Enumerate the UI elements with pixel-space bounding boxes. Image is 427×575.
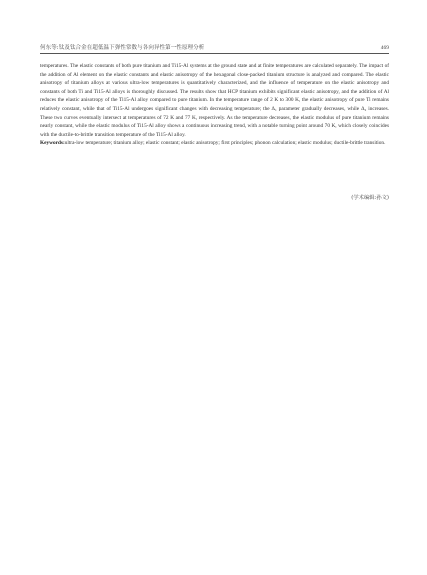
academic-editor-note: (学术编辑:孙文)	[351, 195, 389, 201]
keywords-label: Keywords:	[40, 140, 65, 147]
running-header-title: 何东等:钛及钛合金在超低温下弹性常数与各向异性第一性原理分析	[40, 45, 205, 51]
abstract-block	[40, 62, 389, 148]
keywords-text: ultra-low temperature; titanium alloy; elastic constant; elastic anisotropy; first principles; phonon calculation; elastic modulus; ductile-brittle transition.	[64, 140, 386, 147]
abstract-text: temperatures. The elastic constants of both pure titanium and Ti15-Al systems at the ground state and at finite temperatures are calculated separately. The impact of the addition of Al element on the elastic constants and elastic anisotropy of the hexagonal close-packed titanium structure is analyzed and compared. The elastic anisotropy of titanium alloys at various ultra-low temperatures is quantitatively characterized, and the influence of temperature on the elastic anisotropy and constants of both Ti and Ti15-Al alloys is thoroughly discussed. The results show that HCP titanium exhibits significant elastic anisotropy, and the addition of Al reduces the elastic anisotropy of the Ti15-Al alloy compared to pure titanium. In the temperature range of 2 K to 300 K, the elastic anisotropy of pure Ti remains relatively constant, while that of Ti15-Al undergoes significant changes with decreasing temperature; the Δ₁ parameter gradually decreases, while Δ₂ increases. These two curves eventually intersect at temperatures of 72 K and 77 K, respectively. As the temperature decreases, the elastic modulus of pure titanium remains nearly constant, while the elastic modulus of Ti15-Al alloy shows a continuous increasing trend, with a notable turning point around 70 K, which closely coincides with the ductile-to-brittle transition temperature of the Ti15-Al alloy.	[40, 63, 389, 138]
page-number: 469	[380, 45, 389, 51]
running-header	[40, 41, 389, 54]
keywords-paragraph	[40, 139, 389, 148]
